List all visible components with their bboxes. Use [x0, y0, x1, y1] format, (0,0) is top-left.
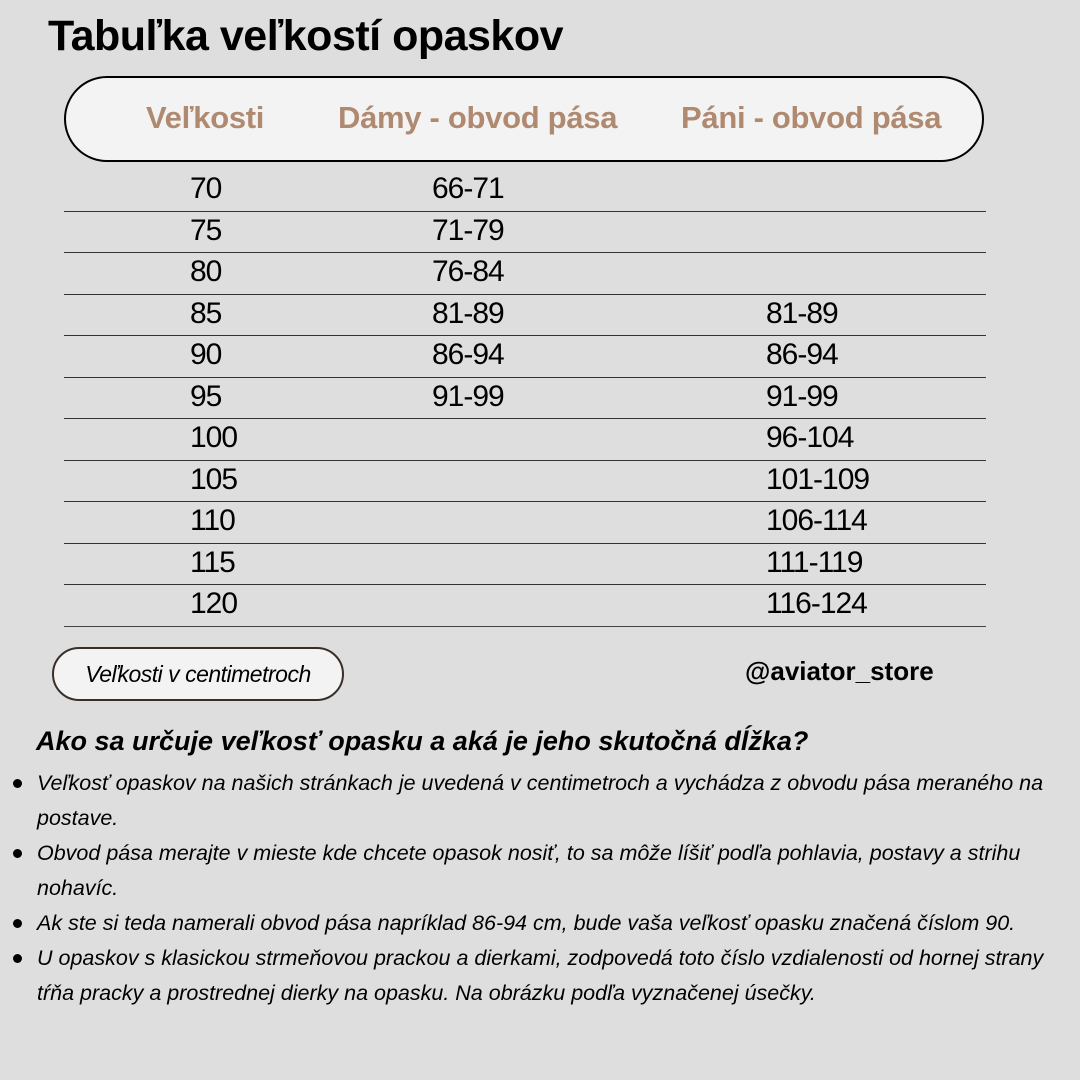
- men-waist-cell: 101-109: [766, 462, 870, 496]
- table-row: [64, 295, 986, 337]
- list-item: [0, 766, 1080, 836]
- table-row: [64, 253, 986, 295]
- list-item: [0, 941, 1080, 1011]
- size-cell: 70: [190, 172, 222, 205]
- men-waist-cell: 116-124: [766, 587, 867, 620]
- women-waist-cell: 71-79: [432, 213, 504, 247]
- bullet-icon: [13, 954, 22, 963]
- header-men-waist: Páni - obvod pása: [681, 100, 942, 135]
- bullet-icon: [13, 849, 22, 858]
- size-cell: 80: [190, 255, 222, 288]
- units-note: Veľkosti v centimetroch: [52, 647, 344, 701]
- size-cell: 90: [190, 338, 222, 371]
- bullet-text: Veľkosť opaskov na našich stránkach je uvedená v centimetroch a vychádza z obvodu pása meraného na postave.: [37, 771, 1044, 830]
- table-row: [64, 419, 986, 461]
- size-cell: 85: [190, 296, 222, 330]
- bullet-text: Obvod pása merajte v mieste kde chcete opasok nosiť, to sa môže líšiť podľa pohlavia, postavy a strihu nohavíc.: [37, 841, 1021, 900]
- size-table: [64, 170, 986, 627]
- header-sizes: Veľkosti: [146, 100, 265, 135]
- women-waist-cell: 91-99: [432, 379, 504, 413]
- faq-list: [0, 766, 1080, 1011]
- size-cell: 105: [190, 462, 238, 496]
- faq-heading: Ako sa určuje veľkosť opasku a aká je jeho skutočná dĺžka?: [36, 726, 809, 756]
- list-item: [0, 836, 1080, 906]
- men-waist-cell: 91-99: [766, 379, 838, 413]
- table-row: [64, 461, 986, 503]
- table-row: [64, 544, 986, 586]
- table-row: [64, 585, 986, 627]
- bullet-text: U opaskov s klasickou strmeňovou prackou a dierkami, zodpovedá toto číslo vzdialenosti od hornej strany tŕňa pracky a prostrednej dierky na opasku. Na obrázku podľa vyznačenej úsečky.: [37, 946, 1044, 1005]
- table-row: [64, 378, 986, 420]
- page-title: Tabuľka veľkostí opaskov: [48, 12, 564, 60]
- header-women-waist: Dámy - obvod pása: [338, 100, 618, 135]
- men-waist-cell: 96-104: [766, 421, 854, 454]
- men-waist-cell: 86-94: [766, 338, 838, 371]
- women-waist-cell: 66-71: [432, 172, 504, 205]
- men-waist-cell: 106-114: [766, 504, 867, 537]
- men-waist-cell: 81-89: [766, 296, 838, 330]
- men-waist-cell: 111-119: [766, 545, 863, 579]
- size-cell: 95: [190, 379, 222, 413]
- women-waist-cell: 86-94: [432, 338, 504, 371]
- size-cell: 100: [190, 421, 238, 454]
- size-cell: 75: [190, 213, 222, 247]
- size-cell: 115: [190, 545, 235, 579]
- bullet-text: Ak ste si teda namerali obvod pása napríklad 86-94 cm, bude vaša veľkosť opasku značená číslom 90.: [37, 911, 1016, 935]
- women-waist-cell: 76-84: [432, 255, 504, 288]
- list-item: [0, 906, 1080, 941]
- table-row: [64, 502, 986, 544]
- size-cell: 120: [190, 587, 238, 620]
- table-row: [64, 170, 986, 212]
- women-waist-cell: 81-89: [432, 296, 504, 330]
- bullet-icon: [13, 919, 22, 928]
- table-row: [64, 336, 986, 378]
- store-handle: @aviator_store: [745, 656, 934, 686]
- bullet-icon: [13, 779, 22, 788]
- size-cell: 110: [190, 504, 235, 537]
- table-row: [64, 212, 986, 254]
- table-header: [64, 76, 984, 162]
